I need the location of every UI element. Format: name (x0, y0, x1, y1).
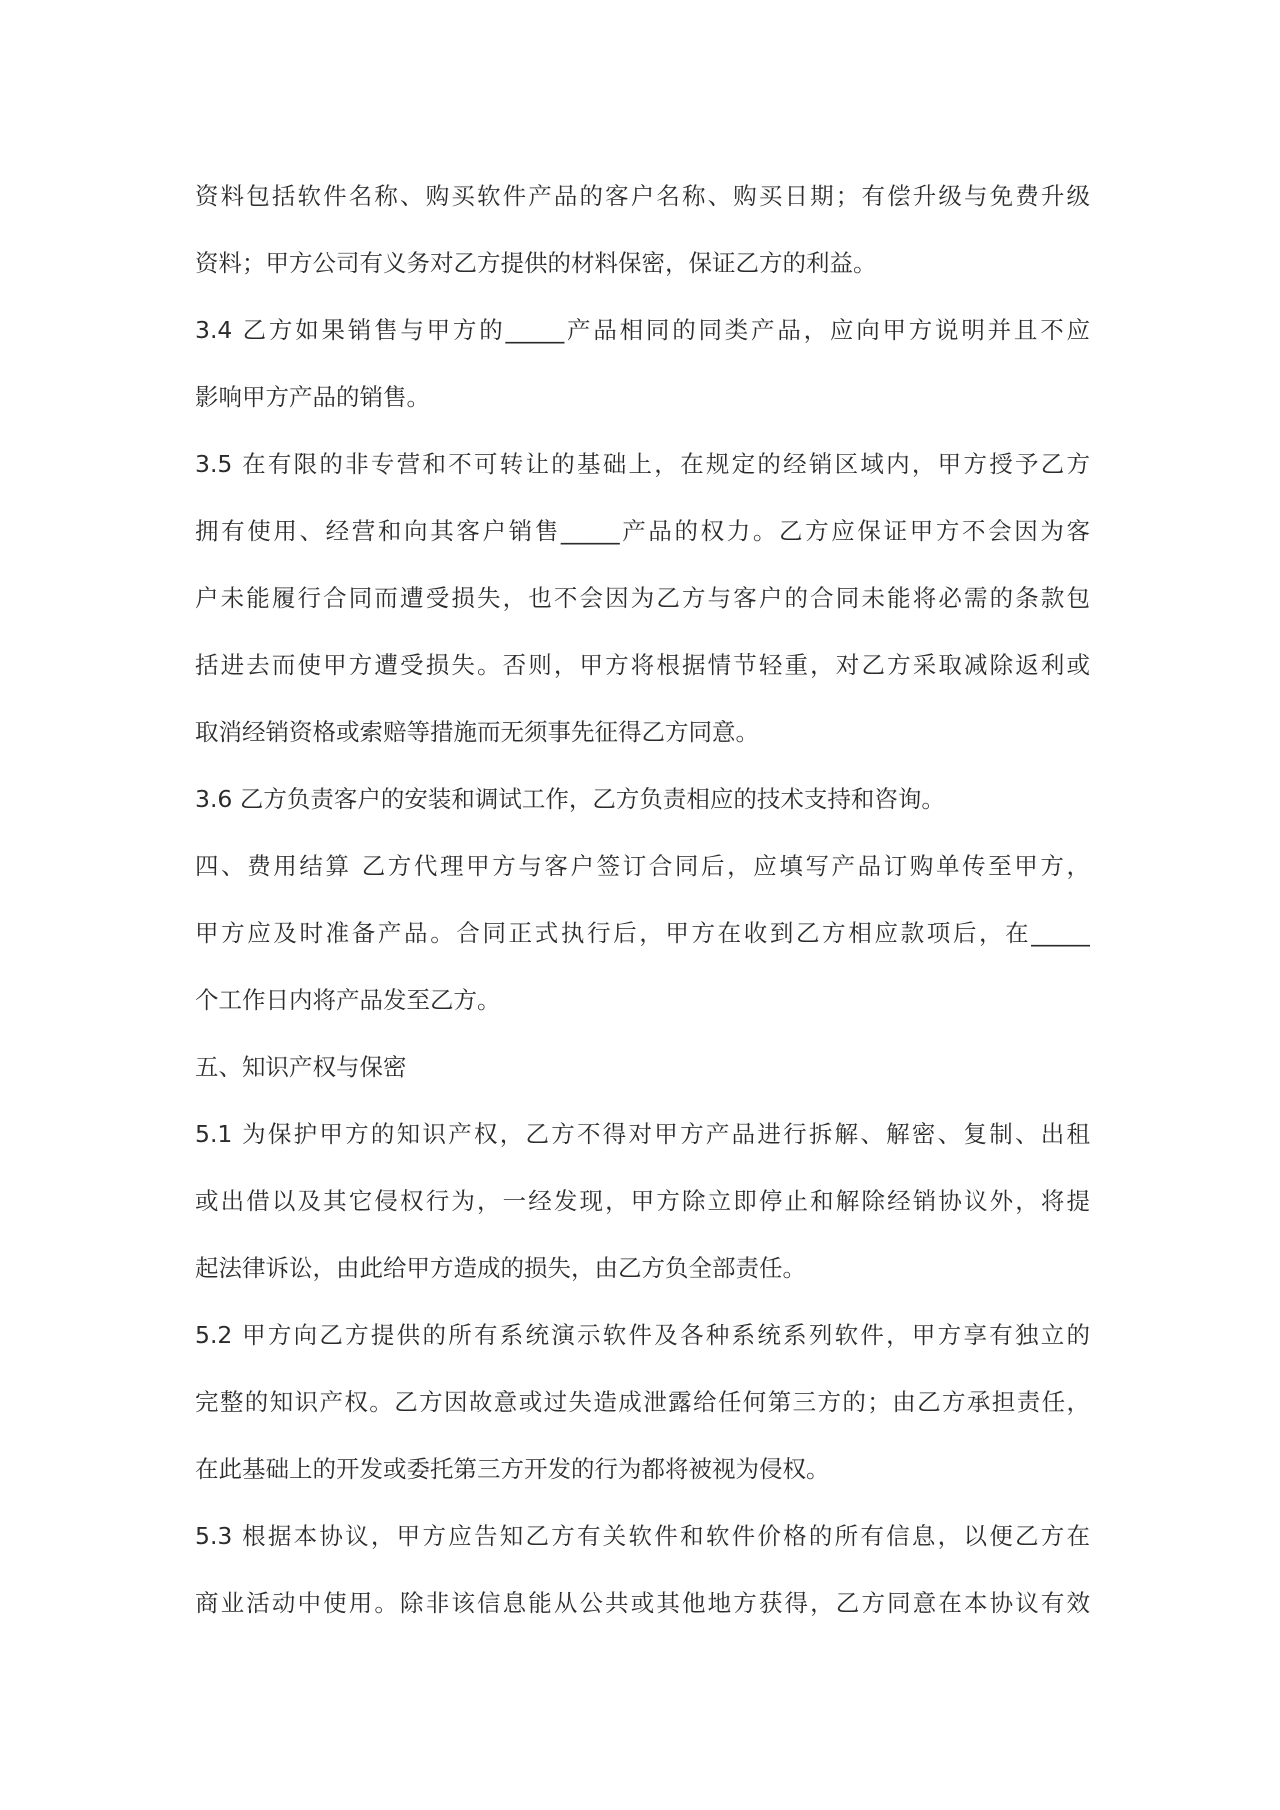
paragraph-line: 3.4 乙方如果销售与甲方的_____产品相同的同类产品，应向甲方说明并且不应 (195, 316, 1090, 344)
section-heading-line: 四、费用结算 乙方代理甲方与客户签订合同后，应填写产品订购单传至甲方， (195, 852, 1090, 880)
paragraph-line: 5.2 甲方向乙方提供的所有系统演示软件及各种系统系列软件，甲方享有独立的 (195, 1321, 1090, 1349)
paragraph-line: 影响甲方产品的销售。 (195, 383, 430, 411)
paragraph-line: 甲方应及时准备产品。合同正式执行后，甲方在收到乙方相应款项后，在_____ (195, 919, 1090, 947)
paragraph-line: 3.6 乙方负责客户的安装和调试工作，乙方负责相应的技术支持和咨询。 (195, 785, 945, 813)
paragraph-line: 户未能履行合同而遭受损失，也不会因为乙方与客户的合同未能将必需的条款包 (195, 584, 1090, 612)
paragraph-line: 资料；甲方公司有义务对乙方提供的材料保密，保证乙方的利益。 (195, 249, 877, 277)
paragraph-line: 起法律诉讼，由此给甲方造成的损失，由乙方负全部责任。 (195, 1254, 806, 1282)
paragraph-line: 拥有使用、经营和向其客户销售_____产品的权力。乙方应保证甲方不会因为客 (195, 517, 1090, 545)
paragraph-line: 完整的知识产权。乙方因故意或过失造成泄露给任何第三方的；由乙方承担责任， (195, 1388, 1090, 1416)
paragraph-line: 3.5 在有限的非专营和不可转让的基础上，在规定的经销区域内，甲方授予乙方 (195, 450, 1090, 478)
paragraph-line: 取消经销资格或索赔等措施而无须事先征得乙方同意。 (195, 718, 759, 746)
section-heading: 五、知识产权与保密 (195, 1053, 407, 1081)
document-body (195, 163, 1090, 1637)
paragraph-line: 5.1 为保护甲方的知识产权，乙方不得对甲方产品进行拆解、解密、复制、出租 (195, 1120, 1090, 1148)
paragraph-line: 或出借以及其它侵权行为，一经发现，甲方除立即停止和解除经销协议外，将提 (195, 1187, 1090, 1215)
paragraph-line: 5.3 根据本协议，甲方应告知乙方有关软件和软件价格的所有信息，以便乙方在 (195, 1522, 1090, 1550)
paragraph-line: 个工作日内将产品发至乙方。 (195, 986, 501, 1014)
paragraph-line: 商业活动中使用。除非该信息能从公共或其他地方获得，乙方同意在本协议有效 (195, 1589, 1090, 1617)
paragraph-line: 资料包括软件名称、购买软件产品的客户名称、购买日期；有偿升级与免费升级 (195, 182, 1090, 210)
paragraph-line: 在此基础上的开发或委托第三方开发的行为都将被视为侵权。 (195, 1455, 830, 1483)
paragraph-line: 括进去而使甲方遭受损失。否则，甲方将根据情节轻重，对乙方采取减除返利或 (195, 651, 1090, 679)
